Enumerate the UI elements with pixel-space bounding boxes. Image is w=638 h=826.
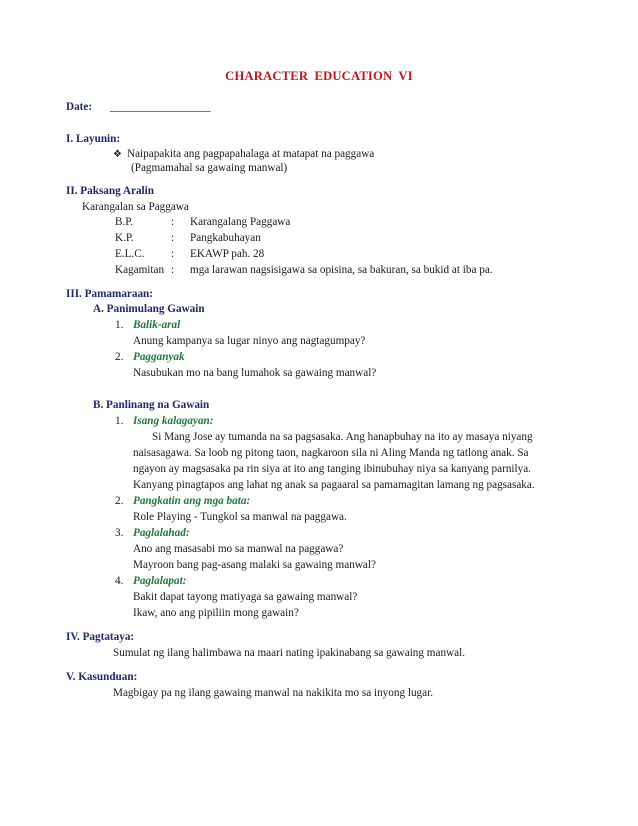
b-item4-text: Ikaw, ano ang pipiliin mong gawain? [133,607,299,619]
paksa-row-key: K.P. [115,232,134,244]
document-title: CHARACTER EDUCATION VI [225,69,413,83]
diamond-bullet-icon: ❖ [113,149,122,160]
a-item1-number: 1. [115,319,124,331]
pagtataya-text: Sumulat ng ilang halimbawa na maari nating ipakinabang sa gawaing manwal. [113,647,465,659]
b-item4-number: 4. [115,575,124,587]
story-line: Si Mang Jose ay tumanda na sa pagsasaka. Ang hanapbuhay na ito ay masaya niyang [152,431,533,443]
story-line: Kanyang pinagtapos ang lahat ng anak sa pagaaral sa pamamagitan lamang ng pagsasaka. [133,479,535,491]
story-line: naisasagawa. Sa loob ng pitong taon, nagkaroon sila ni Aling Manda ng tatlong anak. Sa [133,447,529,459]
a-item1-text: Anung kampanya sa lugar ninyo ang nagtagumpay? [133,335,366,347]
date-label: Date: [66,101,93,113]
b-item1-number: 1. [115,415,124,427]
b-item3-text: Mayroon bang pag-asang malaki sa gawaing manwal? [133,559,376,571]
paksa-row-value: EKAWP pah. 28 [190,248,265,260]
b-item3-text: Ano ang masasabi mo sa manwal na paggawa? [133,543,344,555]
layunin-subtext: (Pagmamahal sa gawaing manwal) [131,162,288,174]
section-layunin-heading: I. Layunin: [66,133,121,145]
b-item4-text: Bakit dapat tayong matiyaga sa gawaing manwal? [133,591,358,603]
story-line: ngayon ay magsasaka pa rin siya at ito ang tanging ibinubuhay niya sa kanyang parnilya. [133,463,531,475]
subsection-b-heading: B. Panlinang na Gawain [93,399,210,411]
paksa-row-value: Karangalang Paggawa [190,216,291,228]
layunin-bullet-text: Naipapakita ang pagpapahalaga at matapat na paggawa [127,148,375,160]
paksa-row-sep: : [171,232,175,244]
a-item2-number: 2. [115,351,124,363]
section-pagtataya-heading: IV. Pagtataya: [66,631,135,643]
b-item3-number: 3. [115,527,124,539]
paksa-row-sep: : [171,248,175,260]
b-item2-number: 2. [115,495,124,507]
subsection-a-heading: A. Panimulang Gawain [93,303,205,315]
paksa-row-key: Kagamitan [115,264,165,276]
b-item2-label: Pangkatin ang mga bata: [133,495,251,507]
b-item3-label: Paglalahad: [133,527,190,539]
paksa-row-key: B.P. [115,216,134,228]
kasunduan-text: Magbigay pa ng ilang gawaing manwal na nakikita mo sa inyong lugar. [113,687,434,699]
section-pamamaraan-heading: III. Pamamaraan: [66,288,154,300]
section-paksa-heading: II. Paksang Aralin [66,185,154,197]
b-item2-text: Role Playing - Tungkol sa manwal na paggawa. [133,511,347,523]
paksa-row-value: Pangkabuhayan [190,232,261,244]
paksa-row-sep: : [171,264,175,276]
b-item4-label: Paglalapat: [133,575,187,587]
paksa-row-key: E.L.C. [115,248,145,260]
date-blank: __________________ [110,101,211,113]
b-item1-label: Isang kalagayan: [133,415,214,427]
paksa-row-value: mga larawan nagsisigawa sa opisina, sa bakuran, sa bukid at iba pa. [190,264,493,276]
paksa-topic: Karangalan sa Paggawa [82,201,189,213]
section-kasunduan-heading: V. Kasunduan: [66,671,138,683]
a-item1-label: Balik-aral [133,319,181,331]
a-item2-text: Nasubukan mo na bang lumahok sa gawaing manwal? [133,367,377,379]
a-item2-label: Pagganyak [133,351,185,363]
paksa-row-sep: : [171,216,175,228]
